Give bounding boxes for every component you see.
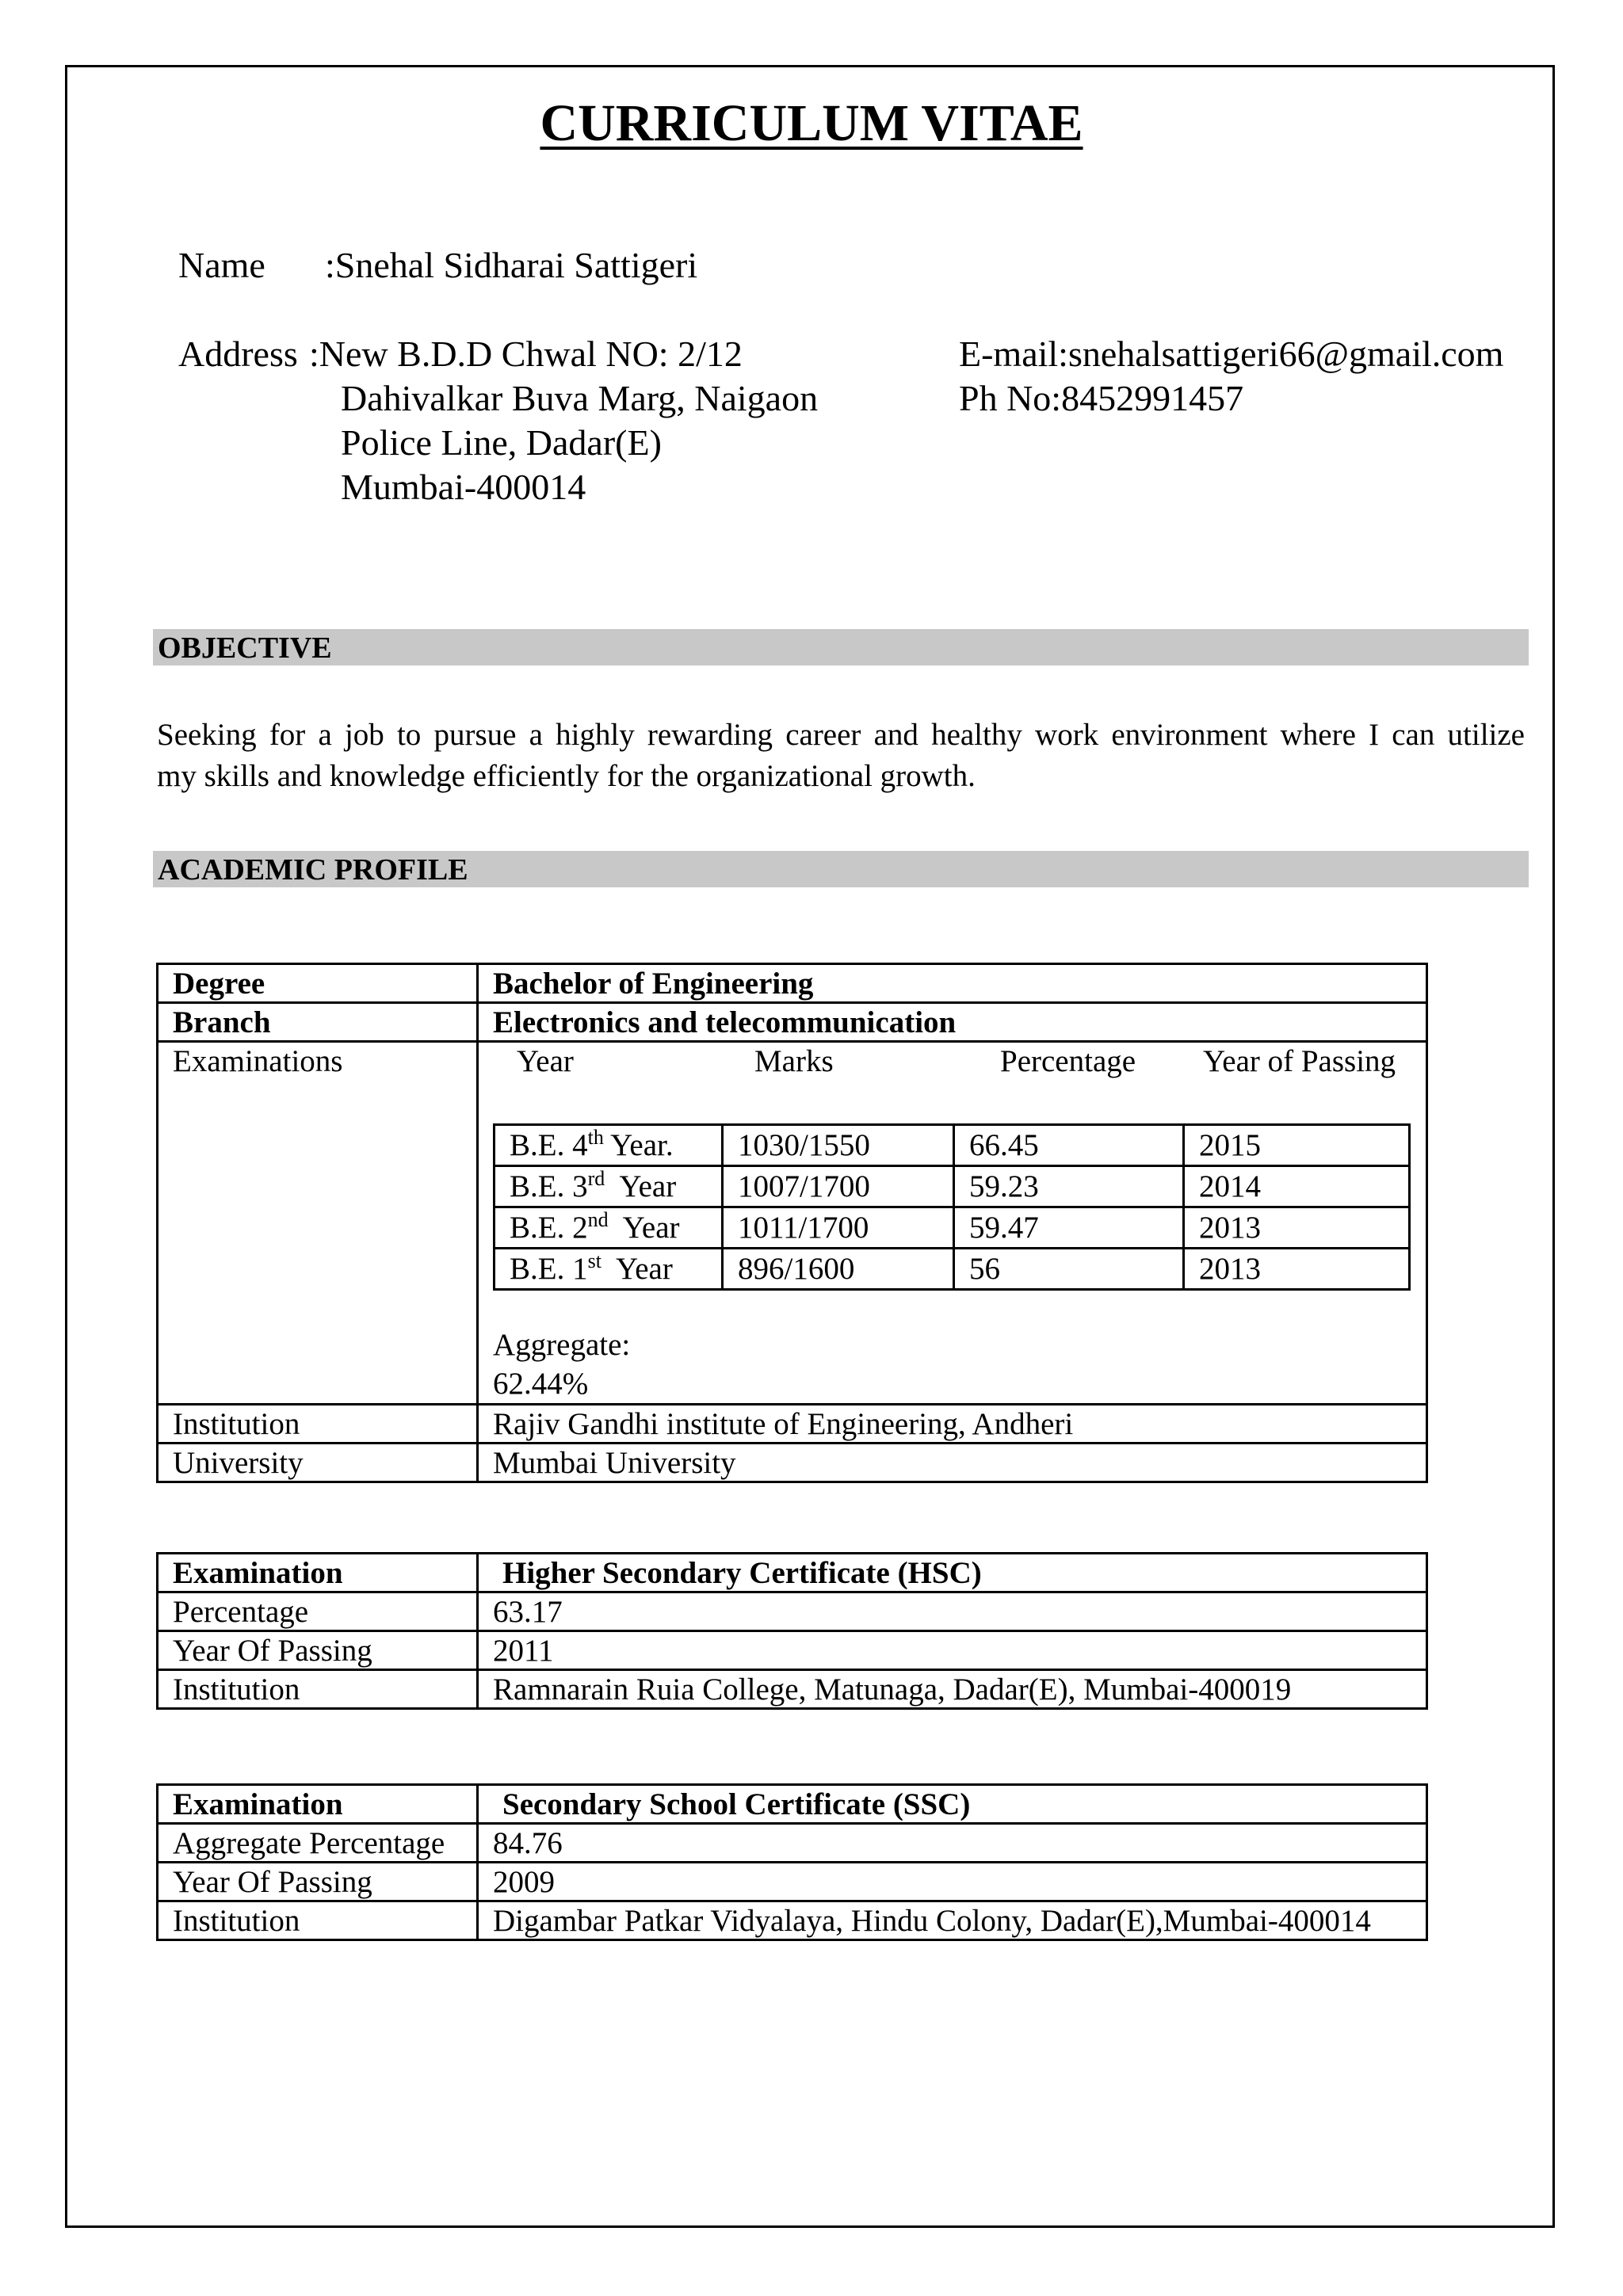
objective-heading: OBJECTIVE	[153, 629, 1529, 666]
ssc-institution-label: Institution	[158, 1901, 478, 1940]
table-row	[158, 1785, 1427, 1824]
marks-year-cell: B.E. 4th Year.	[495, 1125, 723, 1166]
marks-year-cell: B.E. 1st Year	[495, 1249, 723, 1290]
address-line-2: Dahivalkar Buva Marg, Naigaon	[341, 378, 819, 418]
university-label: University	[158, 1444, 478, 1482]
ssc-year-label: Year Of Passing	[158, 1863, 478, 1901]
hsc-year-value: 2011	[478, 1631, 1427, 1670]
branch-value: Electronics and telecommunication	[478, 1003, 1427, 1042]
degree-value: Bachelor of Engineering	[478, 964, 1427, 1003]
table-row	[158, 1042, 1427, 1405]
ssc-year-value: 2009	[478, 1863, 1427, 1901]
hsc-exam-label: Examination	[158, 1554, 478, 1592]
name-value: :Snehal Sidharai Sattigeri	[325, 245, 698, 285]
ssc-percentage-value: 84.76	[478, 1824, 1427, 1863]
percentage-cell: 66.45	[954, 1125, 1184, 1166]
institution-value: Rajiv Gandhi institute of Engineering, Andheri	[478, 1405, 1427, 1444]
email: E-mail:snehalsattigeri66@gmail.com	[959, 334, 1504, 374]
passing-year-cell: 2015	[1184, 1125, 1410, 1166]
exam-column-headers	[493, 1044, 1411, 1123]
degree-label: Degree	[158, 964, 478, 1003]
marks-year-cell: B.E. 3rd Year	[495, 1166, 723, 1207]
objective-line-2: my skills and knowledge efficiently for the organizational growth.	[157, 759, 976, 793]
table-row	[495, 1166, 1410, 1207]
table-row	[158, 1863, 1427, 1901]
objective-text	[157, 715, 1525, 797]
hsc-exam-value: Higher Secondary Certificate (HSC)	[478, 1554, 1427, 1592]
marks-cell: 1030/1550	[723, 1125, 954, 1166]
table-row	[158, 1554, 1427, 1592]
table-row	[158, 1901, 1427, 1940]
name-label: Name	[178, 245, 265, 285]
percentage-cell: 56	[954, 1249, 1184, 1290]
phone: Ph No:8452991457	[959, 378, 1244, 418]
marks-cell: 896/1600	[723, 1249, 954, 1290]
hsc-year-label: Year Of Passing	[158, 1631, 478, 1670]
aggregate-value: 62.44%	[493, 1367, 589, 1401]
percentage-cell: 59.23	[954, 1166, 1184, 1207]
objective-line-1: Seeking for a job to pursue a highly rewarding career and healthy work environment where I can utilize	[157, 718, 1525, 752]
table-row	[158, 1631, 1427, 1670]
table-row	[158, 1824, 1427, 1863]
ssc-percentage-label: Aggregate Percentage	[158, 1824, 478, 1863]
column-header-year-of-passing: Year of Passing	[1203, 1044, 1396, 1078]
column-header-marks: Marks	[754, 1044, 834, 1078]
academic-profile-heading: ACADEMIC PROFILE	[153, 851, 1529, 887]
ssc-table	[156, 1783, 1428, 1941]
document-title: CURRICULUM VITAE	[540, 94, 1083, 152]
examinations-cell	[478, 1042, 1427, 1405]
column-header-year: Year	[517, 1044, 574, 1078]
address-line-1: :New B.D.D Chwal NO: 2/12	[309, 334, 743, 374]
passing-year-cell: 2013	[1184, 1249, 1410, 1290]
address-label: Address	[178, 334, 298, 374]
table-row	[495, 1249, 1410, 1290]
hsc-percentage-label: Percentage	[158, 1592, 478, 1631]
ssc-exam-label: Examination	[158, 1785, 478, 1824]
passing-year-cell: 2014	[1184, 1166, 1410, 1207]
marks-year-cell: B.E. 2nd Year	[495, 1207, 723, 1249]
hsc-institution-label: Institution	[158, 1670, 478, 1709]
hsc-institution-value: Ramnarain Ruia College, Matunaga, Dadar(E), Mumbai-400019	[478, 1670, 1427, 1709]
degree-table	[156, 963, 1428, 1483]
table-row	[158, 964, 1427, 1003]
table-row	[158, 1592, 1427, 1631]
table-row	[158, 1003, 1427, 1042]
marks-cell: 1011/1700	[723, 1207, 954, 1249]
university-value: Mumbai University	[478, 1444, 1427, 1482]
marks-cell: 1007/1700	[723, 1166, 954, 1207]
address-line-3: Police Line, Dadar(E)	[341, 422, 662, 463]
examinations-label: Examinations	[158, 1042, 478, 1405]
percentage-cell: 59.47	[954, 1207, 1184, 1249]
aggregate-label: Aggregate:	[493, 1328, 631, 1362]
ssc-exam-value: Secondary School Certificate (SSC)	[478, 1785, 1427, 1824]
table-row	[495, 1207, 1410, 1249]
branch-label: Branch	[158, 1003, 478, 1042]
hsc-table	[156, 1552, 1428, 1710]
table-row	[158, 1405, 1427, 1444]
institution-label: Institution	[158, 1405, 478, 1444]
hsc-percentage-value: 63.17	[478, 1592, 1427, 1631]
aggregate	[493, 1325, 1411, 1403]
column-header-percentage: Percentage	[1000, 1044, 1136, 1078]
address-line-4: Mumbai-400014	[341, 467, 586, 507]
table-row	[158, 1670, 1427, 1709]
table-row	[495, 1125, 1410, 1166]
ssc-institution-value: Digambar Patkar Vidyalaya, Hindu Colony, Dadar(E),Mumbai-400014	[478, 1901, 1427, 1940]
table-row	[158, 1444, 1427, 1482]
passing-year-cell: 2013	[1184, 1207, 1410, 1249]
marks-table	[493, 1123, 1411, 1291]
